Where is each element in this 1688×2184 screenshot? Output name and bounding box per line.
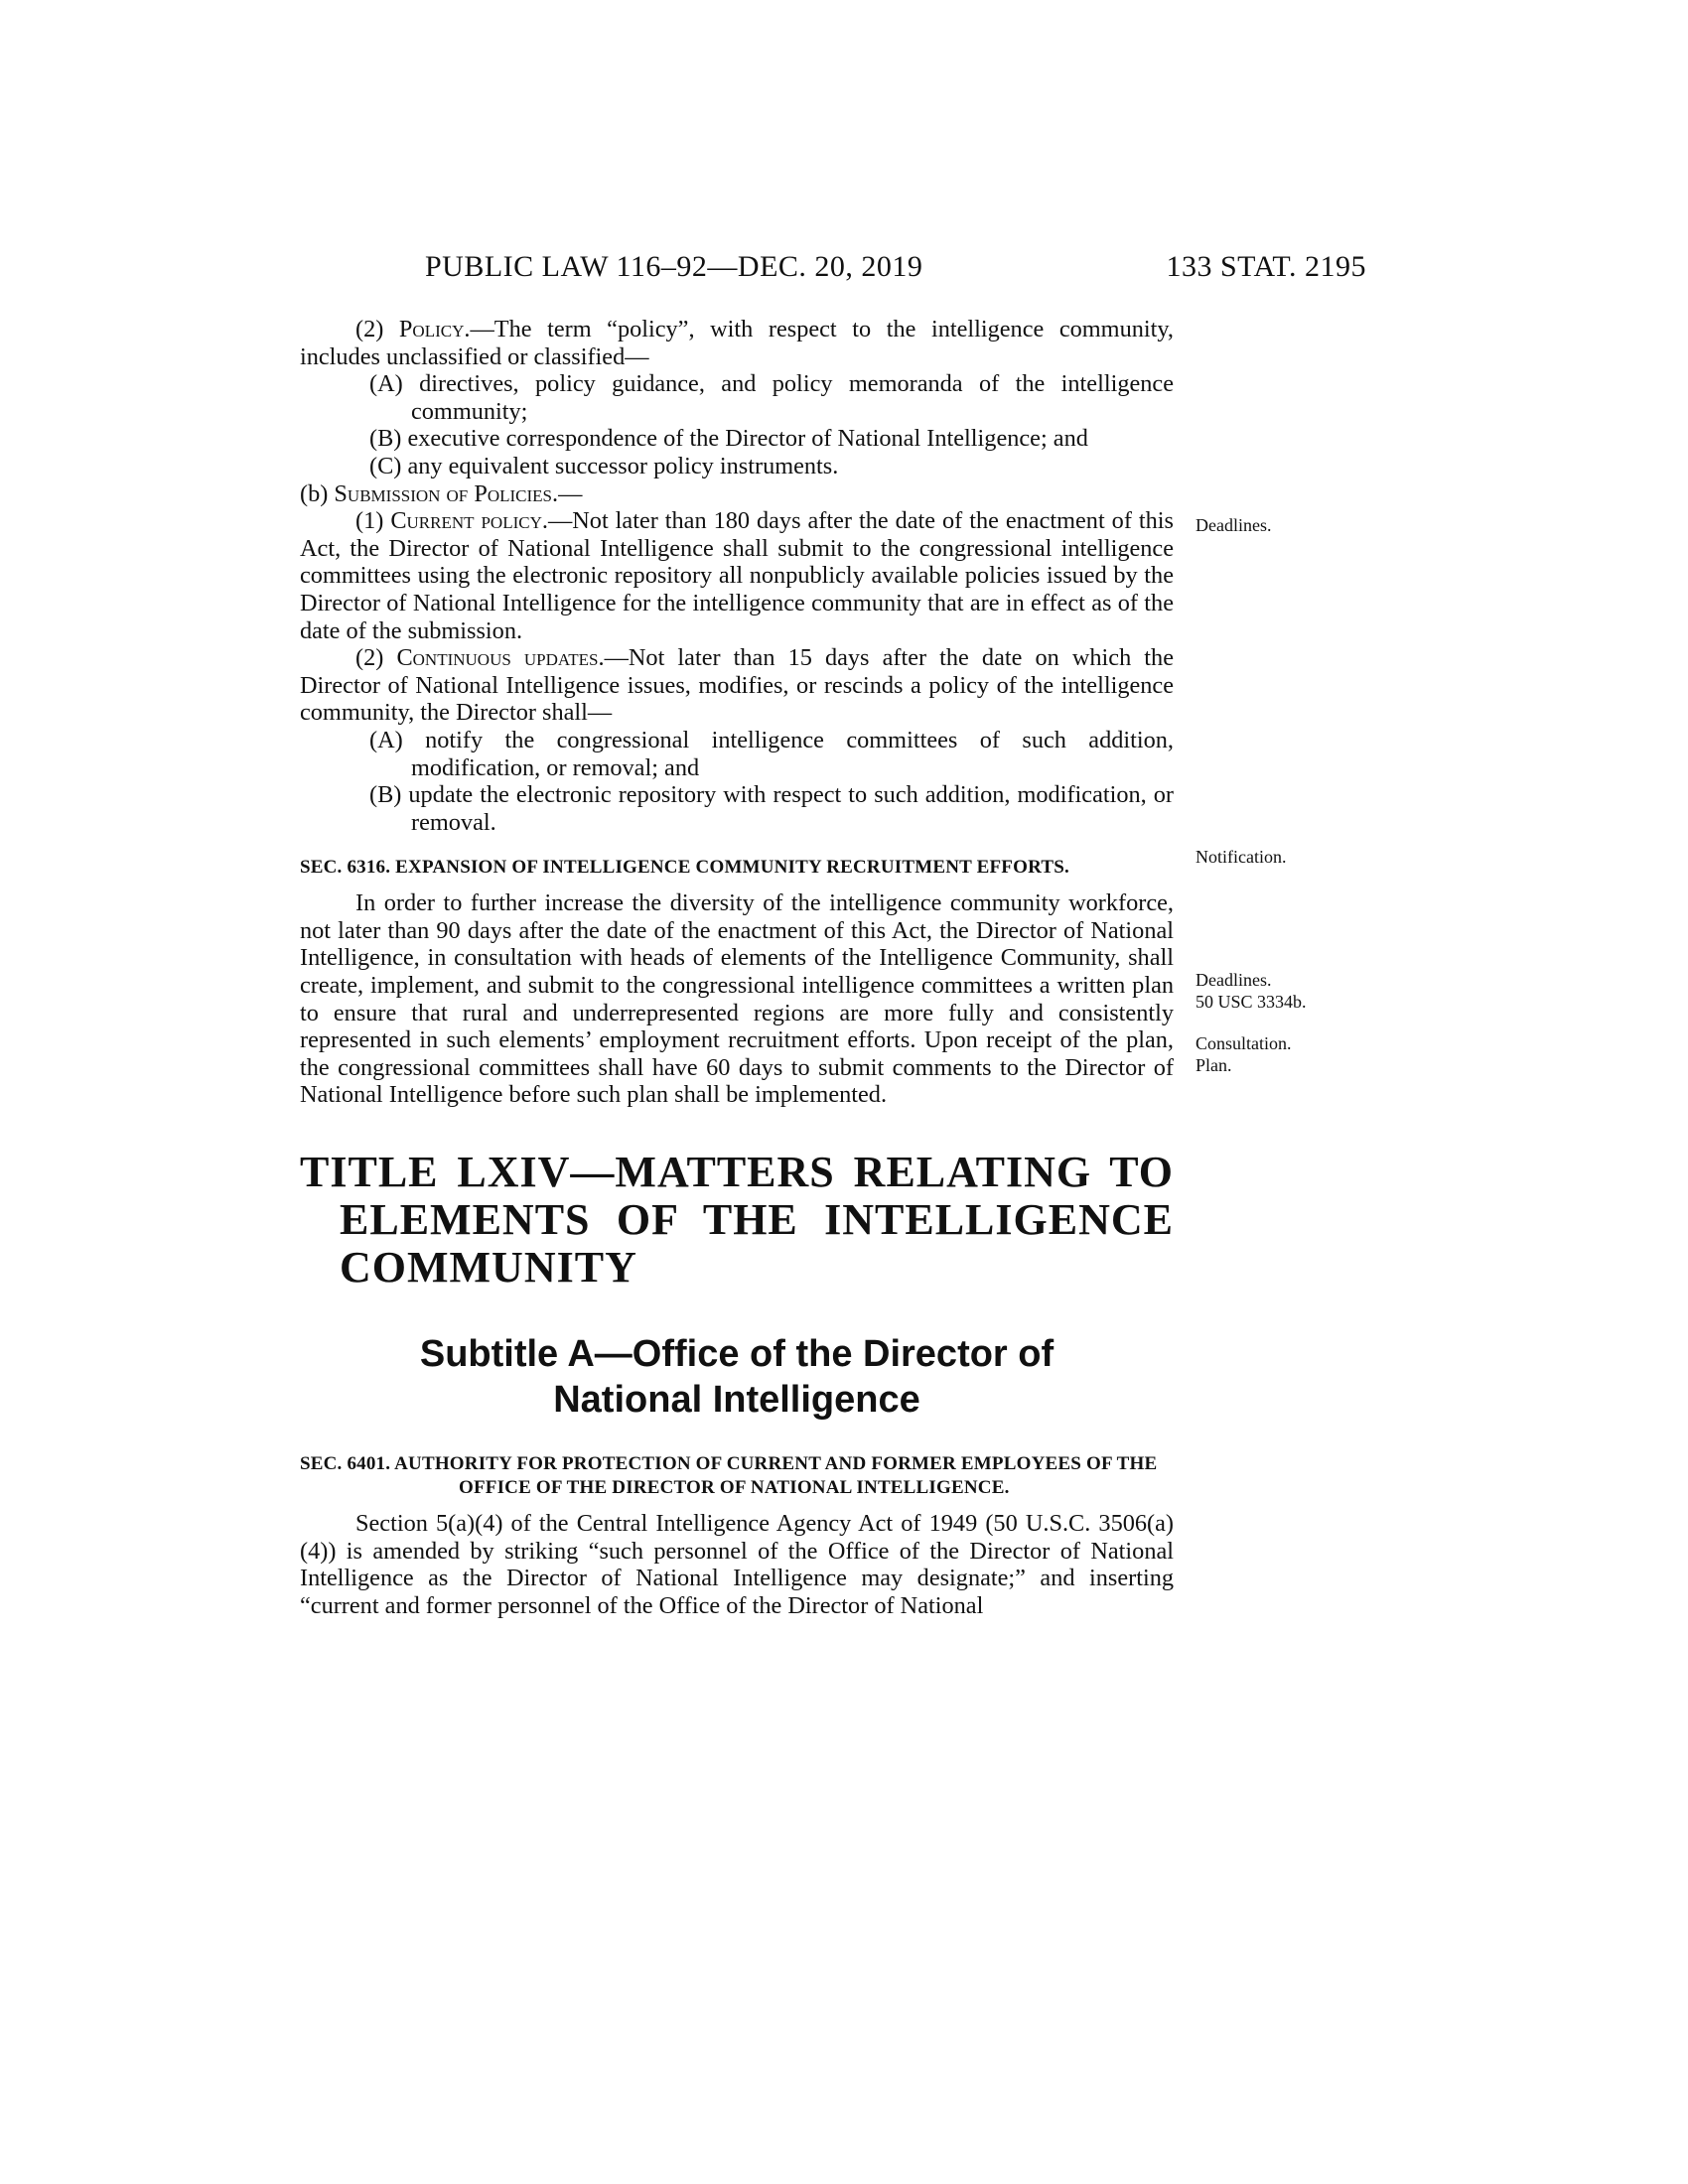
para-text: .—Not later than 15 days after the date on which the Director of National Intelligence issues, modifies, or rescinds a policy of the intelligence community, the Director shall— [300,644,1174,727]
title-lxiv-heading: TITLE LXIV—MATTERS RELATING TO ELEMENTS OF THE INTELLIGENCE COMMUNITY [300,1148,1174,1293]
current-policy-paragraph [300,507,1174,644]
continuous-updates-paragraph [300,644,1174,727]
running-header [425,250,1366,290]
para-number: (2) [355,644,384,672]
para-text: .—The term “policy”, with respect to the intelligence community, includes unclassified or classified— [300,316,1175,370]
margin-note-plan: Plan. [1196,1055,1232,1075]
submission-heading [300,480,1174,508]
policy-definition [300,316,1174,370]
main-text-column [300,316,1174,1619]
section-6316-heading: SEC. 6316. EXPANSION OF INTELLIGENCE COMMUNITY RECRUITMENT EFFORTS. [300,857,1069,879]
para-number: (2) [355,316,384,342]
section-6401-heading: SEC. 6401. AUTHORITY FOR PROTECTION OF CURRENT AND FORMER EMPLOYEES OF THE OFFICE OF THE DIRECTOR OF NATIONAL INTELLIGENCE. [300,1453,1158,1499]
header-law-citation: PUBLIC LAW 116–92—DEC. 20, 2019 [425,250,923,283]
policy-item-c: (C) any equivalent successor policy instruments. [369,452,839,479]
para-caption: Continuous updates [396,644,599,672]
subtitle-line-1: Subtitle A—Office of the Director of [419,1333,1055,1376]
section-6401-body: Section 5(a)(4) of the Central Intelligence Agency Act of 1949 (50 U.S.C. 3506(a)(4)) is amended by striking “such personnel of the Office of the Director of National Intelligence as the Director of National Intelligence may designate;” and inserting “current and former personnel of the Office of the Director of National [300,1510,1174,1619]
subtitle-line-2: National Intelligence [553,1379,920,1422]
para-text: .—Not later than 180 days after the date of the enactment of this Act, the Director of National Intelligence shall submit to the congressional intelligence committees using the electronic repository all nonpublicly available policies issued by the Director of National Intelligence for the intelligence community that are in effect as of the date of the submission. [300,507,1174,644]
subtitle-a-heading [300,1331,1174,1423]
margin-note-usc-citation: 50 USC 3334b. [1196,992,1307,1012]
margin-note-notification: Notification. [1196,847,1287,867]
margin-note-deadlines: Deadlines. [1196,515,1272,535]
para-number: (1) [355,507,384,535]
section-6316-body: In order to further increase the diversity of the intelligence community workforce, not later than 90 days after the date of the enactment of this Act, the Director of National Intelligence, in consultation with heads of elements of the Intelligence Community, shall create, implement, and submit to the congressional intelligence committees a written plan to ensure that rural and underrepresented regions are more fully and consistently represented in such elements’ employment recruitment efforts. Upon receipt of the plan, the congressional committees shall have 60 days to submit comments to the Director of National Intelligence before such plan shall be implemented. [300,889,1174,1109]
para-caption: Policy [398,316,465,342]
policy-item-b: (B) executive correspondence of the Director of National Intelligence; and [369,425,1088,453]
updates-item-a: (A) notify the congressional intelligence committees of such addition, modification, or removal; and [369,726,1174,781]
margin-note-deadlines-2: Deadlines. [1196,970,1272,990]
para-number: (b) [300,479,329,507]
margin-note-consultation: Consultation. [1196,1033,1292,1053]
policy-item-a: (A) directives, policy guidance, and policy memoranda of the intelligence community; [369,370,1174,425]
para-caption: Current policy [390,507,542,535]
para-caption: Submission of Policies [334,479,553,507]
para-dash: .— [552,479,583,507]
header-page-number: 133 STAT. 2195 [1166,250,1366,283]
updates-item-b: (B) update the electronic repository with respect to such addition, modification, or removal. [369,781,1174,836]
